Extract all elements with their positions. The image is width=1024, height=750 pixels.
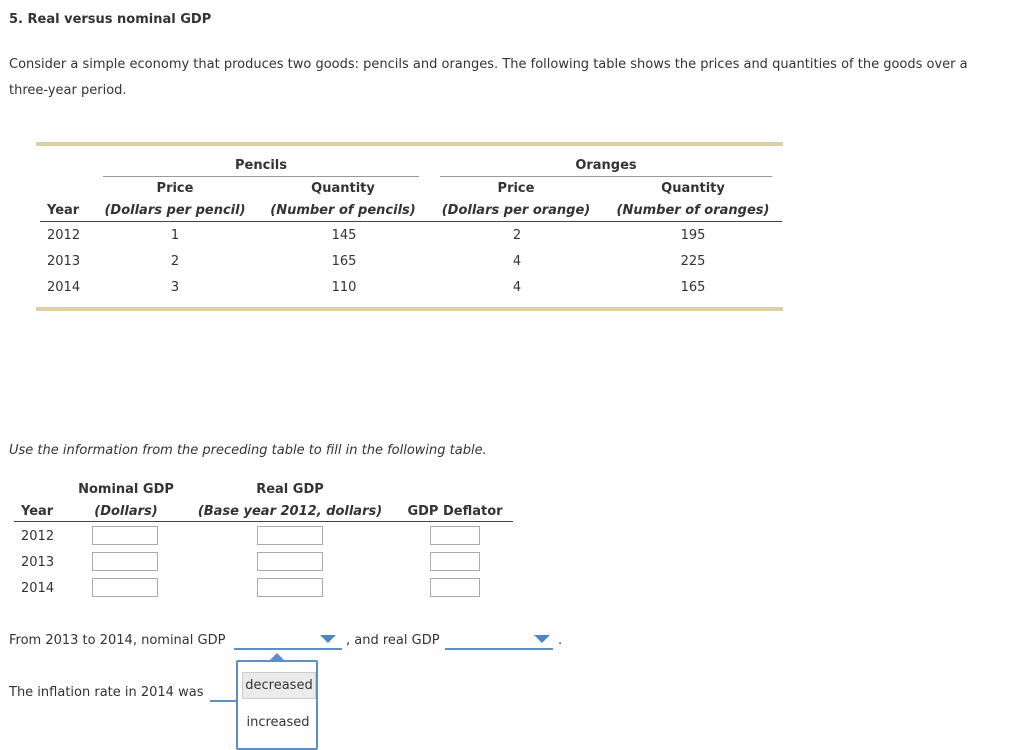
real-gdp-header: Real GDP — [256, 482, 324, 497]
real-gdp-input-2012[interactable] — [257, 526, 323, 545]
orange-quantity-cell: 225 — [680, 254, 706, 269]
nominal-gdp-input-2013[interactable] — [92, 552, 158, 571]
gdp-deflator-input-2012[interactable] — [430, 526, 480, 545]
real-gdp-input-2014[interactable] — [257, 578, 323, 597]
header-rule — [14, 521, 513, 522]
nominal-gdp-input-2014[interactable] — [92, 578, 158, 597]
real-gdp-unit: (Base year 2012, dollars) — [197, 504, 383, 519]
orange-price-cell: 4 — [512, 254, 522, 269]
nominal-gdp-input-2012[interactable] — [92, 526, 158, 545]
real-gdp-sentence-middle: , and real GDP — [346, 633, 440, 648]
header-rule — [40, 221, 782, 222]
pencil-quantity-cell: 165 — [331, 254, 357, 269]
real-gdp-input-2013[interactable] — [257, 552, 323, 571]
pencil-quantity-cell: 110 — [331, 280, 357, 295]
dropdown-option-decreased[interactable]: decreased — [242, 672, 316, 699]
nominal-gdp-sentence-prefix: From 2013 to 2014, nominal GDP — [9, 633, 226, 648]
pencil-quantity-cell: 145 — [331, 228, 357, 243]
orange-quantity-header: Quantity — [661, 181, 725, 196]
oranges-group-header: Oranges — [575, 158, 637, 173]
row-year: 2013 — [21, 555, 55, 570]
table-top-rule — [36, 142, 783, 146]
question-intro: Consider a simple economy that produces two goods: pencils and oranges. The following table shows the prices and quantities of the goods over a three-year period. — [9, 57, 968, 98]
row-year: 2012 — [21, 529, 55, 544]
pencil-price-cell: 2 — [170, 254, 180, 269]
year-header: Year — [47, 203, 80, 218]
nominal-gdp-change-dropdown[interactable] — [234, 629, 342, 651]
chevron-down-icon — [534, 635, 550, 643]
pencil-price-cell: 3 — [170, 280, 180, 295]
dropdown-menu — [236, 660, 318, 750]
gdp-deflator-input-2014[interactable] — [430, 578, 480, 597]
nominal-gdp-unit: (Dollars) — [94, 504, 158, 519]
pencils-group-header: Pencils — [235, 158, 287, 173]
gdp-deflator-input-2013[interactable] — [430, 552, 480, 571]
chevron-down-icon — [320, 635, 336, 643]
row-year: 2013 — [47, 254, 81, 269]
dropdown-underline — [445, 648, 553, 650]
year-header: Year — [21, 504, 54, 519]
inflation-sentence-prefix: The inflation rate in 2014 was — [9, 685, 204, 700]
orange-price-unit: (Dollars per orange) — [441, 203, 591, 218]
pencil-quantity-header: Quantity — [311, 181, 375, 196]
pencils-group-rule — [103, 176, 419, 177]
row-year: 2014 — [21, 581, 55, 596]
gdp-deflator-header: GDP Deflator — [407, 504, 503, 519]
sentence-period: . — [558, 633, 563, 648]
pencil-quantity-unit: (Number of pencils) — [270, 203, 416, 218]
nominal-gdp-header: Nominal GDP — [78, 482, 174, 497]
row-year: 2012 — [47, 228, 81, 243]
pencil-price-cell: 1 — [170, 228, 180, 243]
instruction-text: Use the information from the preceding table to fill in the following table. — [9, 443, 487, 458]
dropdown-underline — [234, 648, 342, 650]
orange-price-header: Price — [497, 181, 535, 196]
pencil-price-unit: (Dollars per pencil) — [104, 203, 246, 218]
oranges-group-rule — [440, 176, 772, 177]
row-year: 2014 — [47, 280, 81, 295]
orange-price-cell: 2 — [512, 228, 522, 243]
orange-price-cell: 4 — [512, 280, 522, 295]
table-bottom-rule — [36, 307, 783, 311]
question-title: 5. Real versus nominal GDP — [9, 12, 212, 27]
dropdown-option-increased[interactable]: increased — [246, 715, 310, 730]
orange-quantity-unit: (Number of oranges) — [616, 203, 770, 218]
orange-quantity-cell: 195 — [680, 228, 706, 243]
real-gdp-change-dropdown[interactable] — [445, 629, 553, 651]
orange-quantity-cell: 165 — [680, 280, 706, 295]
pencil-price-header: Price — [156, 181, 194, 196]
